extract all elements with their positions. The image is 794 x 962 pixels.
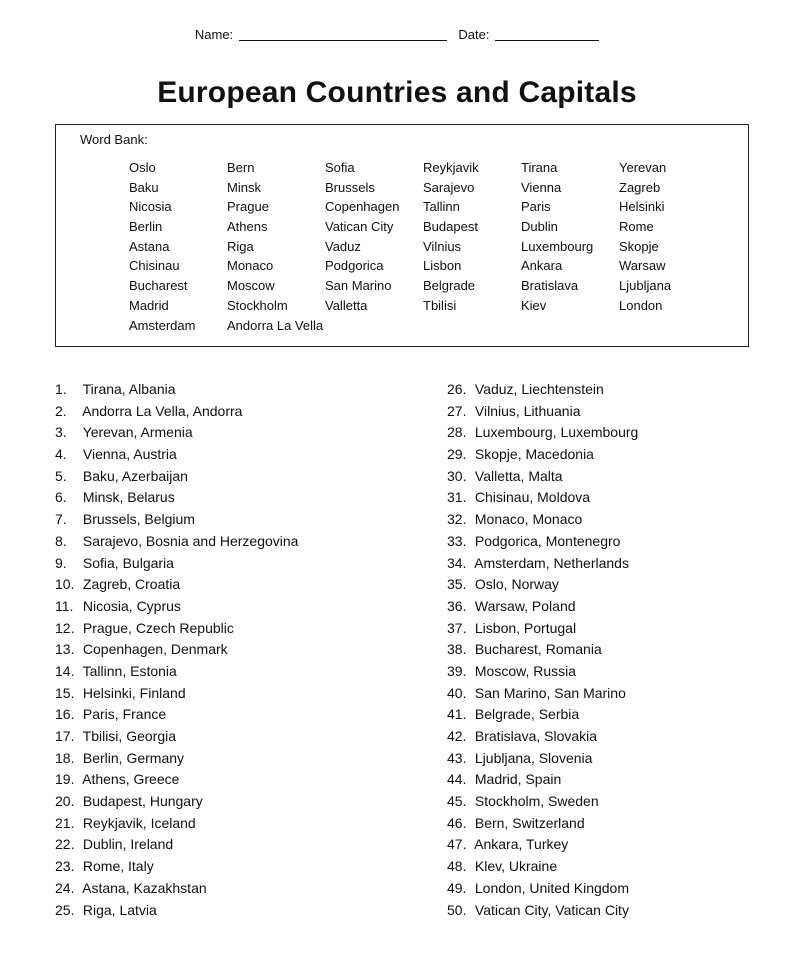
item-number: 24. <box>55 879 75 896</box>
item-number: 16. <box>55 706 75 723</box>
item-text: Paris, France <box>82 706 167 723</box>
word-bank-word: Helsinki <box>619 199 665 215</box>
word-bank-word: Brussels <box>325 179 375 195</box>
item-text: San Marino, San Marino <box>474 684 626 701</box>
list-item <box>55 487 298 509</box>
word-bank-word: London <box>619 297 663 313</box>
item-number: 14. <box>55 662 75 679</box>
list-item <box>55 509 298 531</box>
word-bank-box <box>55 124 749 347</box>
word-bank-word: Tirana <box>521 160 558 175</box>
word-bank-word: Kiev <box>521 297 547 313</box>
list-item <box>55 401 298 423</box>
list-item <box>447 726 638 748</box>
word-bank-word: Copenhagen <box>325 199 400 215</box>
word-bank-word: Warsaw <box>619 258 666 274</box>
item-text: Vilnius, Lithuania <box>474 402 581 419</box>
list-item <box>55 574 298 596</box>
word-bank-word: Paris <box>521 199 551 215</box>
list-item <box>447 574 638 596</box>
list-item <box>55 856 298 878</box>
word-bank-word: Budapest <box>423 219 478 235</box>
list-item <box>55 661 298 683</box>
word-bank-word: Chisinau <box>129 258 180 274</box>
item-text: Podgorica, Montenegro <box>474 532 621 549</box>
list-item <box>447 661 638 683</box>
item-number: 33. <box>447 532 467 549</box>
item-text: Valletta, Malta <box>474 467 563 484</box>
item-text: Ankara, Turkey <box>474 836 569 853</box>
word-bank-word: Lisbon <box>423 258 462 274</box>
item-number: 10. <box>55 576 75 593</box>
item-number: 27. <box>447 402 467 419</box>
answer-list-right <box>447 379 638 921</box>
list-item <box>447 422 638 444</box>
item-number: 46. <box>447 814 467 831</box>
word-bank-word: Bern <box>227 160 255 175</box>
word-bank-word: Rome <box>619 219 654 235</box>
item-text: Bucharest, Romania <box>474 641 602 658</box>
list-item <box>447 813 638 835</box>
word-bank-word: Vatican City <box>325 219 394 235</box>
item-text: Warsaw, Poland <box>474 597 576 614</box>
word-bank-word: Monaco <box>227 258 274 274</box>
list-item <box>55 878 298 900</box>
list-item <box>447 856 638 878</box>
list-item <box>55 900 298 922</box>
item-number: 32. <box>447 511 467 528</box>
item-number: 37. <box>447 619 467 636</box>
item-text: Bern, Switzerland <box>474 814 585 831</box>
word-bank-word: Skopje <box>619 238 659 254</box>
word-bank-word: Moscow <box>227 278 275 294</box>
list-item <box>447 769 638 791</box>
word-bank-word: Bucharest <box>129 278 188 294</box>
answer-list-left <box>55 379 298 921</box>
item-number: 30. <box>447 467 467 484</box>
item-text: Vienna, Austria <box>82 446 177 463</box>
item-text: Skopje, Macedonia <box>474 446 594 463</box>
item-text: Prague, Czech Republic <box>82 619 234 636</box>
word-bank-word: Athens <box>227 219 268 235</box>
item-number: 22. <box>55 836 75 853</box>
item-text: Minsk, Belarus <box>82 489 175 506</box>
item-text: Monaco, Monaco <box>474 511 583 528</box>
item-text: Athens, Greece <box>82 771 180 788</box>
word-bank-word: Madrid <box>129 297 169 313</box>
item-text: Budapest, Hungary <box>82 793 203 810</box>
item-number: 23. <box>55 858 75 875</box>
word-bank-word: Sofia <box>325 160 355 175</box>
list-item <box>55 379 298 401</box>
word-bank-word: Dublin <box>521 219 558 235</box>
item-number: 11. <box>55 597 74 614</box>
list-item <box>447 531 638 553</box>
word-bank-word: Reykjavik <box>423 160 479 175</box>
list-item <box>55 769 298 791</box>
item-text: Tallinn, Estonia <box>82 662 177 679</box>
item-text: Bratislava, Slovakia <box>474 728 598 744</box>
name-blank-line <box>239 28 447 41</box>
item-number: 8. <box>55 532 67 549</box>
list-item <box>55 726 298 748</box>
word-bank-word: Prague <box>227 199 269 215</box>
list-item <box>55 618 298 640</box>
item-number: 18. <box>55 749 75 766</box>
item-text: Dublin, Ireland <box>82 836 174 853</box>
word-bank-word: Tbilisi <box>423 297 457 313</box>
word-bank-word: Oslo <box>129 160 156 175</box>
list-item <box>55 422 298 444</box>
list-item <box>447 704 638 726</box>
item-number: 35. <box>447 576 467 593</box>
item-text: Vatican City, Vatican City <box>474 901 629 918</box>
list-item <box>447 748 638 770</box>
item-number: 43. <box>447 749 467 766</box>
word-bank-grid <box>129 160 717 337</box>
item-number: 6. <box>55 489 67 506</box>
word-bank-word: San Marino <box>325 278 392 294</box>
item-text: Chisinau, Moldova <box>474 489 591 506</box>
item-text: Yerevan, Armenia <box>82 424 193 441</box>
item-number: 21. <box>55 814 75 831</box>
item-text: Belgrade, Serbia <box>474 706 580 723</box>
item-number: 47. <box>447 836 467 853</box>
list-item <box>55 444 298 466</box>
word-bank-word: Zagreb <box>619 179 661 195</box>
item-text: Moscow, Russia <box>474 662 577 679</box>
item-number: 2. <box>55 402 67 419</box>
word-bank-word: Luxembourg <box>521 238 594 254</box>
word-bank-word: Vilnius <box>423 238 462 254</box>
list-item <box>55 531 298 553</box>
word-bank-word: Nicosia <box>129 199 172 215</box>
word-bank-word: Valletta <box>325 297 368 313</box>
item-number: 20. <box>55 793 75 810</box>
word-bank-word: Stockholm <box>227 297 288 313</box>
list-item <box>447 466 638 488</box>
list-item <box>55 791 298 813</box>
item-number: 49. <box>447 879 467 896</box>
list-item <box>447 639 638 661</box>
list-item <box>447 834 638 856</box>
item-number: 7. <box>55 511 67 528</box>
item-text: Helsinki, Finland <box>82 684 186 701</box>
item-text: Baku, Azerbaijan <box>82 467 188 484</box>
item-number: 3. <box>55 424 67 441</box>
word-bank-word: Sarajevo <box>423 179 475 195</box>
date-label: Date: <box>458 27 490 42</box>
list-item <box>55 683 298 705</box>
word-bank-word: Amsterdam <box>129 317 196 333</box>
item-text: Sarajevo, Bosnia and Herzegovina <box>82 532 299 549</box>
item-number: 41. <box>447 706 467 723</box>
item-text: Tbilisi, Georgia <box>82 728 177 744</box>
name-label: Name: <box>194 27 234 42</box>
item-number: 26. <box>447 381 467 397</box>
list-item <box>55 596 298 618</box>
list-item <box>55 834 298 856</box>
item-text: Andorra La Vella, Andorra <box>82 402 243 419</box>
item-number: 28. <box>447 424 467 441</box>
item-text: Luxembourg, Luxembourg <box>474 424 639 441</box>
item-number: 42. <box>447 728 467 744</box>
word-bank-word: Tallinn <box>423 199 460 215</box>
word-bank-word: Vaduz <box>325 238 361 254</box>
item-text: Zagreb, Croatia <box>82 576 181 593</box>
word-bank-word: Baku <box>129 179 159 195</box>
word-bank-word: Andorra La Vella <box>227 317 324 333</box>
item-text: Rome, Italy <box>82 858 154 875</box>
item-number: 38. <box>447 641 467 658</box>
item-text: Brussels, Belgium <box>82 511 195 528</box>
list-item <box>55 639 298 661</box>
word-bank-word: Riga <box>227 238 254 254</box>
item-number: 13. <box>55 641 75 658</box>
item-text: Copenhagen, Denmark <box>82 641 228 658</box>
page-title: European Countries and Capitals <box>157 76 637 109</box>
list-item <box>447 618 638 640</box>
list-item <box>447 444 638 466</box>
list-item <box>55 813 298 835</box>
item-number: 12. <box>55 619 75 636</box>
list-item <box>447 791 638 813</box>
item-number: 9. <box>55 554 67 571</box>
word-bank-title: Word Bank: <box>80 132 148 147</box>
item-number: 29. <box>447 446 467 463</box>
item-number: 1. <box>55 381 67 397</box>
item-number: 45. <box>447 793 467 810</box>
word-bank-word: Bratislava <box>521 278 579 294</box>
word-bank-word: Ankara <box>521 258 563 274</box>
list-item <box>447 487 638 509</box>
word-bank-word: Belgrade <box>423 278 476 294</box>
item-number: 17. <box>55 728 75 744</box>
item-text: Madrid, Spain <box>474 771 562 788</box>
item-number: 44. <box>447 771 467 788</box>
item-text: Riga, Latvia <box>82 901 157 918</box>
item-number: 19. <box>55 771 75 788</box>
item-number: 39. <box>447 662 467 679</box>
item-text: Klev, Ukraine <box>474 858 558 875</box>
date-blank-line <box>495 28 599 41</box>
list-item <box>447 509 638 531</box>
header <box>0 27 794 42</box>
word-bank-word: Ljubljana <box>619 278 672 294</box>
list-item <box>447 401 638 423</box>
item-text: Amsterdam, Netherlands <box>474 554 629 571</box>
item-number: 5. <box>55 467 67 484</box>
item-number: 50. <box>447 901 467 918</box>
list-item <box>55 704 298 726</box>
word-bank-word: Vienna <box>521 179 562 195</box>
item-text: Lisbon, Portugal <box>474 619 577 636</box>
item-text: Tirana, Albania <box>82 381 176 397</box>
item-text: Reykjavik, Iceland <box>82 814 196 831</box>
item-number: 40. <box>447 684 467 701</box>
item-number: 25. <box>55 901 75 918</box>
item-text: Oslo, Norway <box>474 576 559 593</box>
item-number: 36. <box>447 597 467 614</box>
list-item <box>447 683 638 705</box>
item-number: 4. <box>55 446 67 463</box>
item-text: London, United Kingdom <box>474 879 629 896</box>
item-text: Nicosia, Cyprus <box>82 597 181 614</box>
list-item <box>55 748 298 770</box>
word-bank-word: Yerevan <box>619 160 667 175</box>
word-bank-word: Berlin <box>129 219 163 235</box>
word-bank-word: Minsk <box>227 179 261 195</box>
item-text: Vaduz, Liechtenstein <box>474 381 604 397</box>
list-item <box>447 596 638 618</box>
item-text: Ljubljana, Slovenia <box>474 749 593 766</box>
list-item <box>55 553 298 575</box>
item-number: 15. <box>55 684 75 701</box>
list-item <box>55 466 298 488</box>
list-item <box>447 900 638 922</box>
word-bank-word: Podgorica <box>325 258 384 274</box>
word-bank-word: Astana <box>129 238 170 254</box>
item-text: Stockholm, Sweden <box>474 793 599 810</box>
item-number: 34. <box>447 554 467 571</box>
list-item <box>447 553 638 575</box>
item-text: Sofia, Bulgaria <box>82 554 174 571</box>
list-item <box>447 878 638 900</box>
item-text: Astana, Kazakhstan <box>82 879 207 896</box>
list-item <box>447 379 638 401</box>
item-number: 48. <box>447 858 467 875</box>
item-text: Berlin, Germany <box>82 749 185 766</box>
item-number: 31. <box>447 489 467 506</box>
